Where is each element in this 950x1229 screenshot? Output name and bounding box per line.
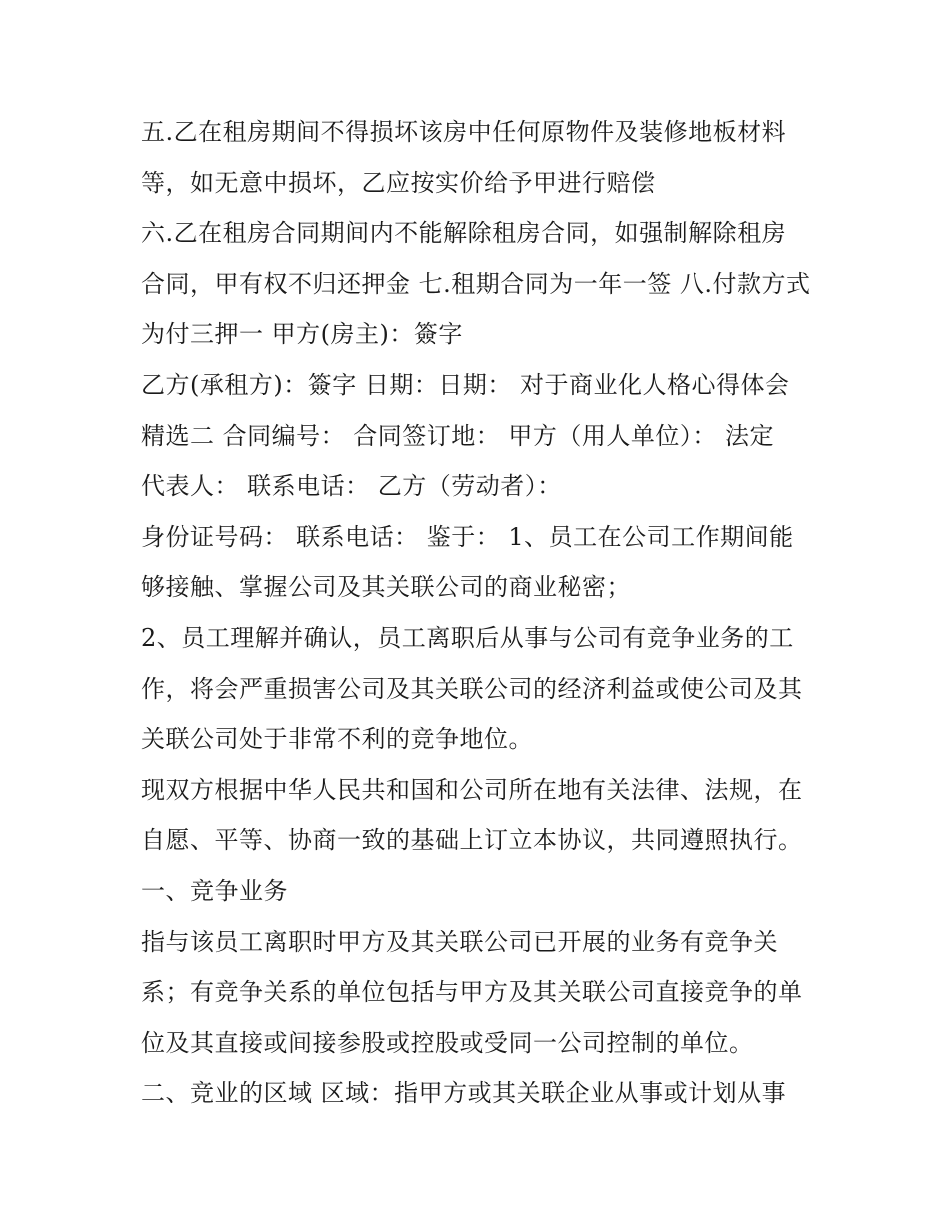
text-line: 2、员工理解并确认，员工离职后从事与公司有竞争业务的工 bbox=[141, 623, 794, 652]
document-body bbox=[141, 107, 831, 1119]
text-line: 精选二 合同编号： 合同签订地： 甲方（用人单位）： 法定 bbox=[141, 421, 775, 450]
text-line: 位及其直接或间接参股或控股或受同一公司控制的单位。 bbox=[141, 1028, 754, 1057]
text-line: 代表人： 联系电话： 乙方（劳动者）： bbox=[141, 472, 562, 501]
text-line: 六.乙在租房合同期间内不能解除租房合同，如强制解除租房 bbox=[141, 219, 787, 248]
text-line: 指与该员工离职时甲方及其关联公司已开展的业务有竞争关 bbox=[141, 927, 778, 956]
text-line: 关联公司处于非常不利的竞争地位。 bbox=[141, 725, 533, 754]
text-line: 为付三押一 甲方(房主)：簽字 bbox=[141, 320, 463, 349]
text-line: 合同，甲有权不归还押金 七.租期合同为一年一签 八.付款方式 bbox=[141, 269, 811, 298]
text-line: 身份证号码： 联系电话： 鉴于： 1、员工在公司工作期间能 bbox=[141, 522, 794, 551]
text-line: 作，将会严重损害公司及其关联公司的经济利益或使公司及其 bbox=[141, 674, 803, 703]
text-line: 等，如无意中损坏，乙应按实价给予甲进行赔偿 bbox=[141, 168, 656, 197]
text-line: 二、竞业的区域 区域：指甲方或其关联企业从事或计划从事 bbox=[141, 1079, 787, 1108]
text-line: 够接触、掌握公司及其关联公司的商业秘密； bbox=[141, 573, 631, 602]
text-line: 五.乙在租房期间不得损坏该房中任何原物件及装修地板材料 bbox=[141, 118, 787, 146]
text-line: 现双方根据中华人民共和国和公司所在地有关法律、法规，在 bbox=[141, 775, 803, 804]
text-line: 乙方(承租方)：簽字 日期：日期： 对于商业化人格心得体会 bbox=[141, 370, 790, 399]
text-line: 自愿、平等、协商一致的基础上订立本协议，共同遵照执行。 bbox=[141, 826, 803, 855]
section-heading: 一、竞争业务 bbox=[141, 876, 288, 905]
text-line: 系；有竞争关系的单位包括与甲方及其关联公司直接竞争的单 bbox=[141, 978, 803, 1007]
